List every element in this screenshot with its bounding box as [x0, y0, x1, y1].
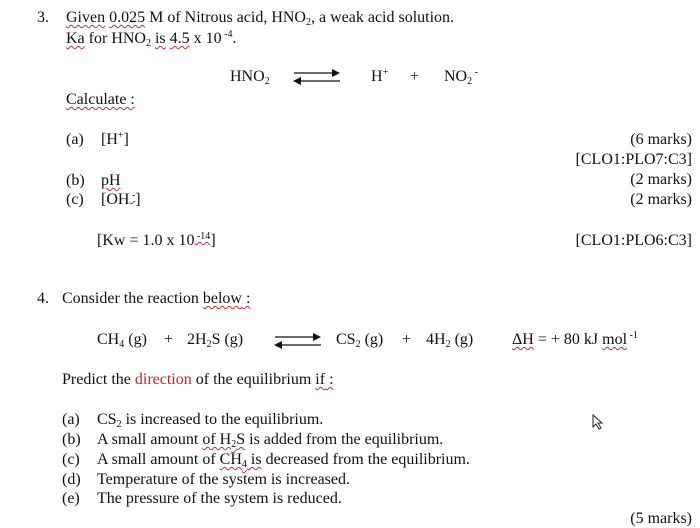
- item-c-label: (c): [62, 451, 80, 468]
- concentration-value: 0.025: [109, 9, 146, 26]
- enthalpy-change: ΔH = + 80 kJ mol $^{-1}$: [512, 330, 638, 348]
- given-word: Given: [66, 9, 106, 26]
- eq2-p2: $4H_2$ (g): [426, 331, 474, 350]
- item-d-text: Temperature of the system is increased.: [97, 471, 351, 488]
- part-b-label: (b): [66, 172, 85, 189]
- item-e-text: The pressure of the system is reduced.: [97, 490, 342, 507]
- part-a-text: [H+]: [101, 130, 129, 148]
- q4-intro: Consider the reaction below :: [62, 290, 251, 307]
- eq2-r1: $CH_4$ (g): [97, 331, 147, 350]
- part-a-clo: [CLO1:PLO7:C3]: [575, 151, 692, 168]
- part-c-label: (c): [66, 191, 84, 208]
- eq1-product-no2: $NO_2$ -: [444, 67, 478, 87]
- kw-note: [Kw = 1.0 x 10 $^{-14}$]: [97, 231, 216, 249]
- kw-clo: [CLO1:PLO6:C3]: [575, 232, 692, 249]
- eq2-p1: $CS_2$ (g): [336, 331, 384, 350]
- item-e-label: (e): [62, 490, 80, 507]
- eq1-product-h: H+: [371, 67, 389, 85]
- item-d-label: (d): [62, 471, 81, 488]
- q4-marks: (5 marks): [630, 510, 692, 527]
- predict-line: Predict the direction of the equilibrium if :: [62, 371, 334, 388]
- eq2-plus1: +: [164, 331, 174, 348]
- item-a-label: (a): [62, 411, 80, 428]
- eq2-r2: $2H_2S$ (g): [187, 331, 244, 350]
- calculate-label: Calculate :: [66, 91, 135, 108]
- part-a-marks: (6 marks): [630, 131, 692, 148]
- equilibrium-arrow-icon: [271, 330, 325, 352]
- item-c-text: A small amount of $CH_4$ is decreased from the equilibrium.: [97, 451, 470, 470]
- item-b-text: A small amount of $H_2S$ is added from the equilibrium.: [97, 431, 444, 450]
- eq1-reactant: $HNO_2$: [230, 68, 270, 87]
- mouse-pointer-icon: [592, 414, 606, 430]
- equilibrium-arrow-icon: [290, 66, 344, 88]
- part-a-label: (a): [66, 131, 84, 148]
- q3-line1: Given 0.025 M of Nitrous acid, $HNO_2$, a weak acid solution.: [66, 9, 455, 28]
- item-a-text: $CS_2$ is increased to the equilibrium.: [97, 411, 324, 430]
- eq2-plus2: +: [402, 331, 412, 348]
- part-c-marks: (2 marks): [630, 191, 692, 208]
- item-b-label: (b): [62, 431, 81, 448]
- part-b-text: pH: [101, 172, 121, 189]
- q3-number: 3.: [37, 9, 49, 26]
- q3-line2: Ka for $HNO_2$ is 4.5 x 10 $^{-4}$.: [66, 29, 237, 49]
- q4-number: 4.: [37, 290, 49, 307]
- part-b-marks: (2 marks): [630, 171, 692, 188]
- part-c-text: [OH -]: [101, 190, 141, 208]
- eq1-plus: +: [410, 68, 420, 85]
